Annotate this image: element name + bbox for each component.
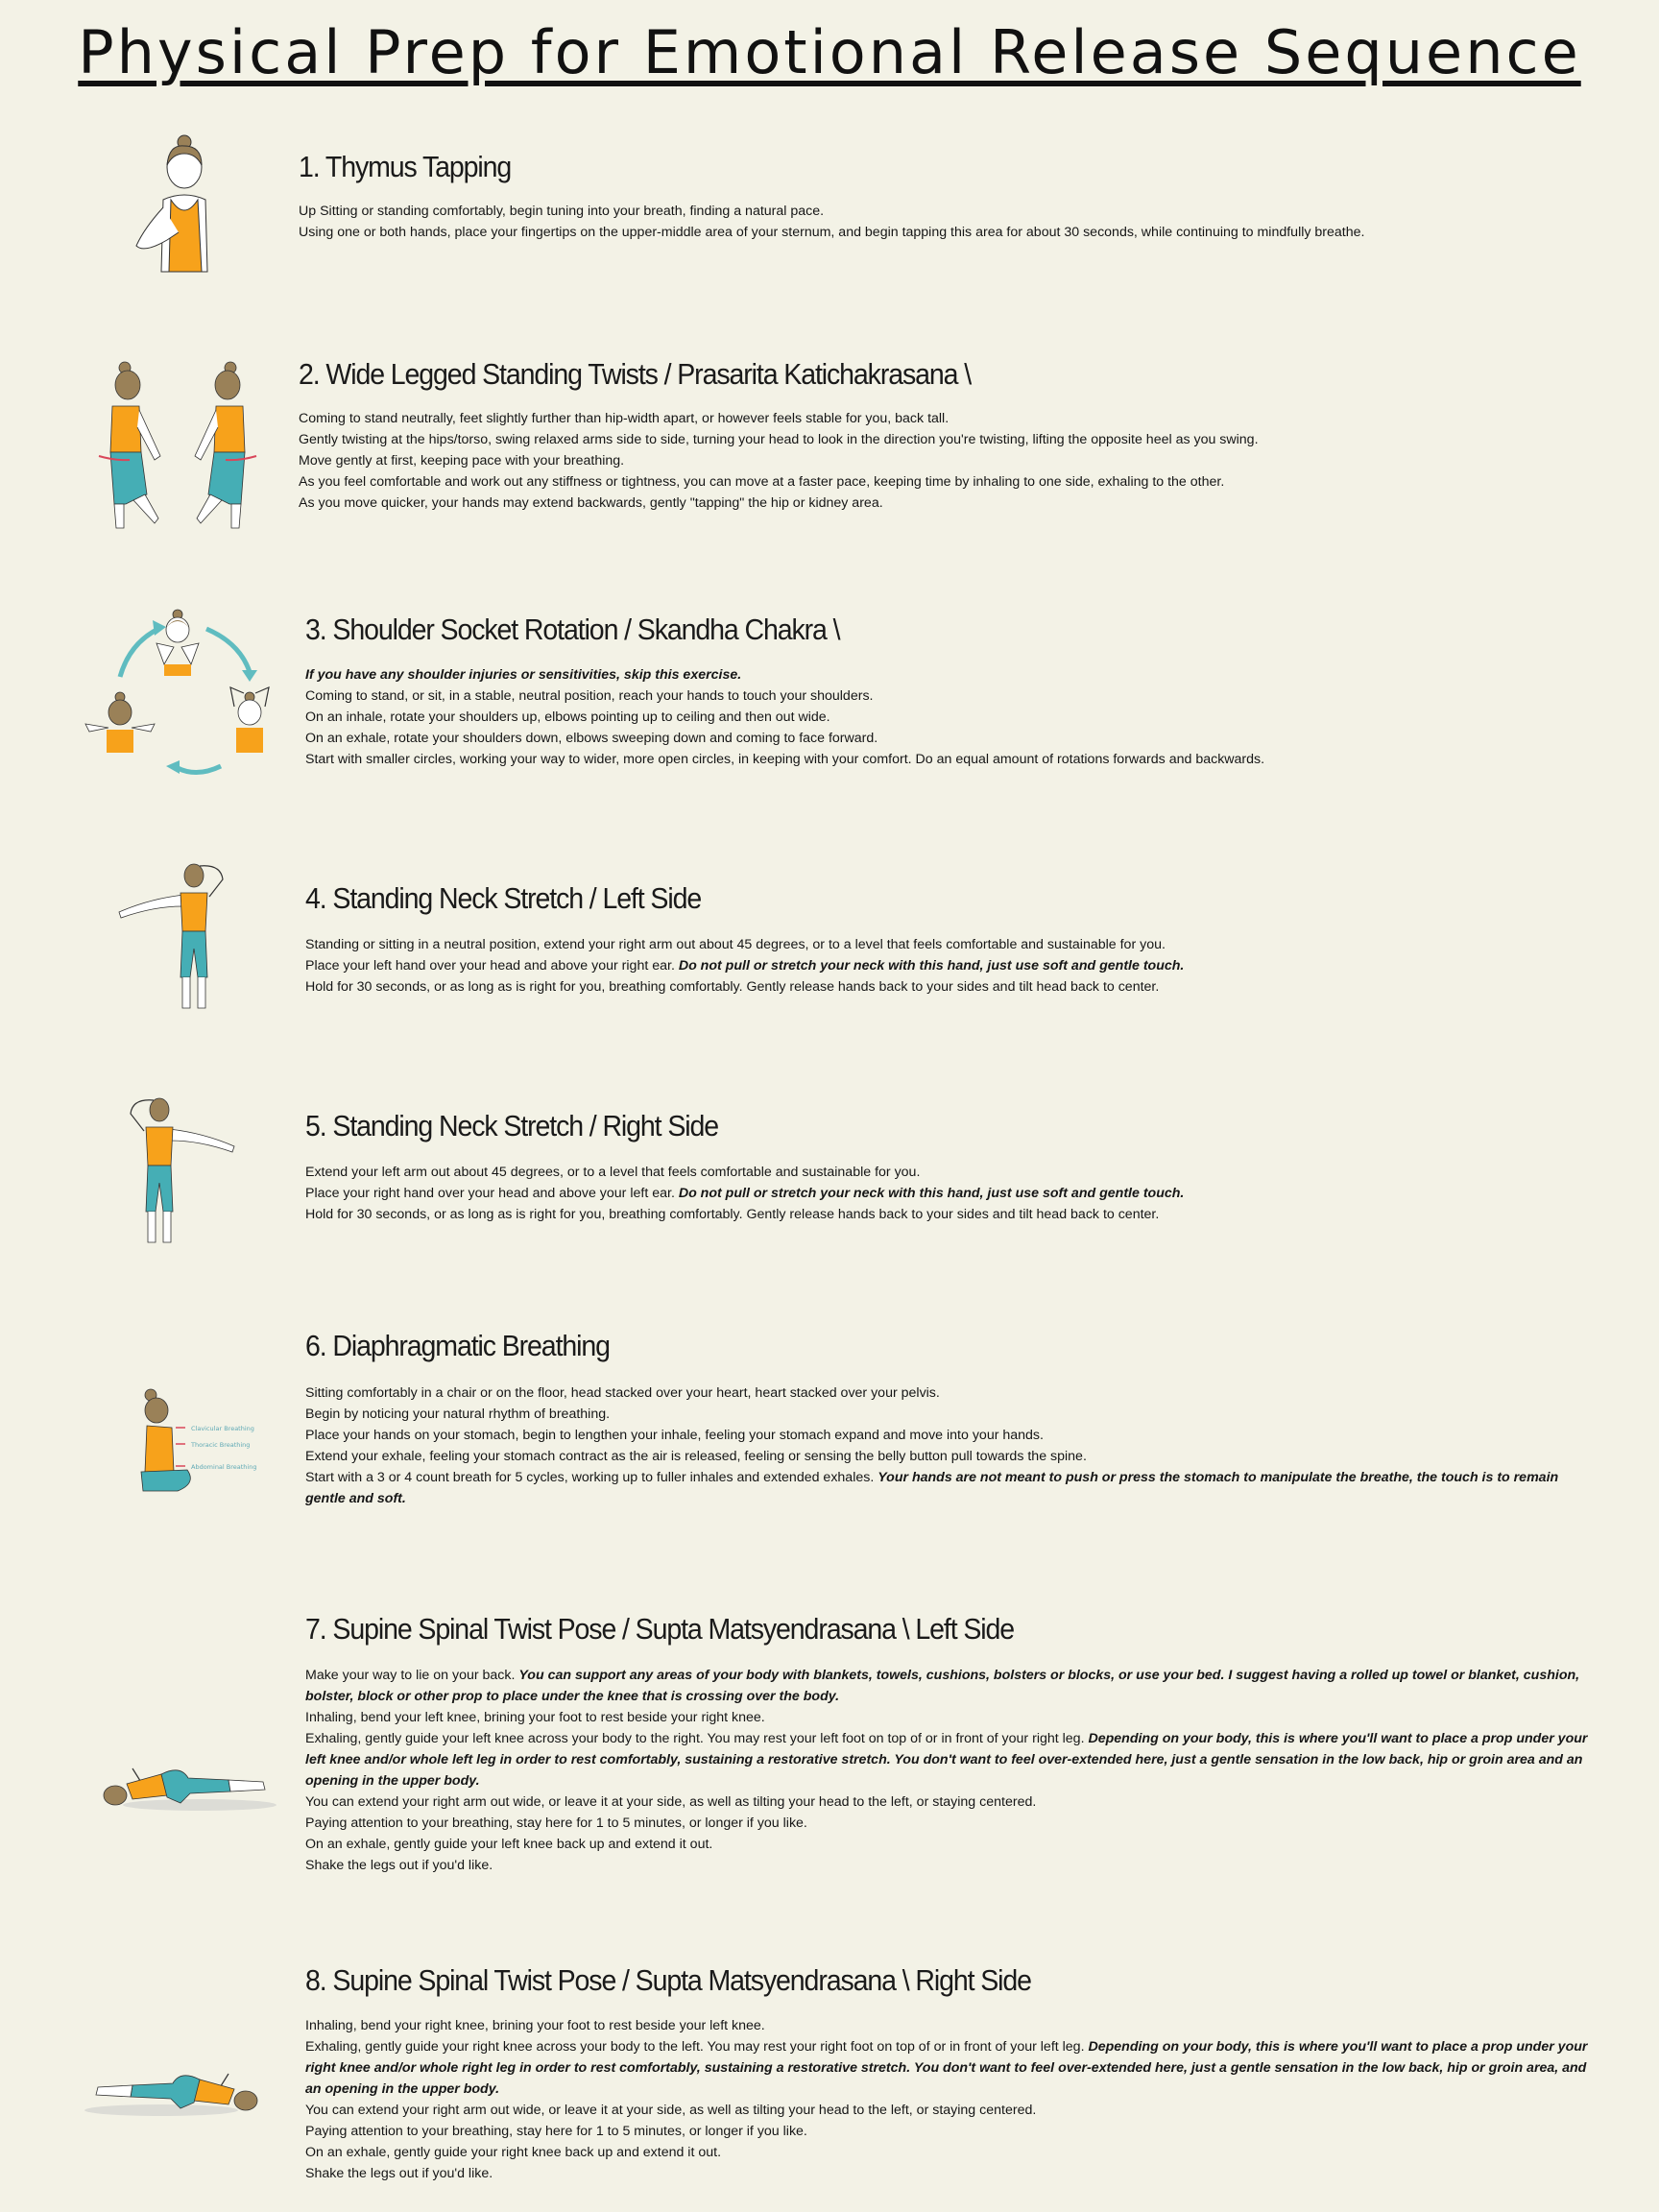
instruction-line: Using one or both hands, place your fingertips on the upper-middle area of your sternum, and begin tapping this area for about 30 seconds, while continuing to mindfully breathe. <box>299 225 1365 240</box>
neck-stretch-right-figure-icon <box>113 1096 238 1250</box>
breathing-label: Clavicular Breathing <box>191 1425 254 1432</box>
supine-twist-right-figure-icon <box>84 2064 267 2122</box>
shoulder-rotation-cycle-icon <box>82 605 274 778</box>
instruction-line: Hold for 30 seconds, or as long as is right for you, breathing comfortably. Gently release hands back to your sides and tilt head back to center. <box>305 1207 1160 1222</box>
instruction-line: As you move quicker, your hands may extend backwards, gently "tapping" the hip or kidney area. <box>299 495 883 511</box>
instruction-line: Start with smaller circles, working your way to wider, more open circles, in keeping with your comfort. Do an equal amount of rotations forwards and backwards. <box>305 752 1265 767</box>
instruction-line: Inhaling, bend your left knee, brining your foot to rest beside your right knee. <box>305 1710 765 1725</box>
section-heading: 6. Diaphragmatic Breathing <box>305 1329 610 1362</box>
supine-twist-left-figure-icon <box>94 1759 276 1816</box>
instruction-line: On an inhale, rotate your shoulders up, elbows pointing up to ceiling and then out wide. <box>305 709 830 725</box>
instruction-line: Place your hands on your stomach, begin to lengthen your inhale, feeling your stomach expand and move into your hands. <box>305 1428 1044 1443</box>
section-heading: 2. Wide Legged Standing Twists / Prasarita Katichakrasana \ <box>299 357 972 391</box>
instruction-line: Inhaling, bend your right knee, brining your foot to rest beside your left knee. <box>305 2018 765 2033</box>
instruction-line: Extend your left arm out about 45 degrees, or to a level that feels comfortable and sustainable for you. <box>305 1165 921 1180</box>
bold-caution: Do not pull or stretch your neck with this hand, just use soft and gentle touch. <box>678 1186 1185 1201</box>
instruction-line: On an exhale, gently guide your left knee back up and extend it out. <box>305 1837 713 1852</box>
instruction-line: On an exhale, rotate your shoulders down, elbows sweeping down and coming to face forward. <box>305 731 878 746</box>
instruction-line: On an exhale, gently guide your right knee back up and extend it out. <box>305 2145 722 2160</box>
section-body <box>299 408 1595 514</box>
section-body <box>305 1382 1601 1509</box>
instruction-text: Exhaling, gently guide your left knee across your body to the right. You may rest your left foot on top of or in front of your right leg. <box>305 1731 1089 1746</box>
warning-line <box>305 664 1601 685</box>
section-heading: 1. Thymus Tapping <box>299 150 512 183</box>
bold-caution: Do not pull or stretch your neck with this hand, just use soft and gentle touch. <box>678 958 1185 974</box>
section-body <box>305 934 1601 998</box>
section-body <box>305 1162 1601 1225</box>
section-body <box>305 2015 1601 2184</box>
instruction-line <box>305 1665 1601 1707</box>
instruction-line: You can extend your right arm out wide, or leave it at your side, as well as tilting your head to the left, or staying centered. <box>305 1794 1037 1810</box>
section-heading: 3. Shoulder Socket Rotation / Skandha Chakra \ <box>305 613 840 646</box>
instruction-line: Gently twisting at the hips/torso, swing relaxed arms side to side, turning your head to look in the direction you're twisting, lifting the opposite heel as you swing. <box>299 432 1259 447</box>
instruction-line: Begin by noticing your natural rhythm of breathing. <box>305 1407 611 1422</box>
page-title <box>0 17 1659 87</box>
instruction-text: Exhaling, gently guide your right knee across your body to the left. You may rest your right foot on top of or in front of your left leg. <box>305 2039 1089 2055</box>
seated-breathing-figure-icon <box>139 1387 264 1498</box>
instruction-line: Paying attention to your breathing, stay here for 1 to 5 minutes, or longer if you like. <box>305 1815 807 1831</box>
instruction-line <box>305 1728 1601 1791</box>
instruction-line: Shake the legs out if you'd like. <box>305 2166 493 2181</box>
instruction-text: Place your right hand over your head and above your left ear. <box>305 1186 679 1201</box>
instruction-line: Standing or sitting in a neutral position, extend your right arm out about 45 degrees, or to a level that feels comfortable and sustainable for you. <box>305 937 1166 952</box>
instruction-line: Shake the legs out if you'd like. <box>305 1858 493 1873</box>
breathing-label: Thoracic Breathing <box>191 1441 251 1449</box>
instruction-line: Extend your exhale, feeling your stomach contract as the air is released, feeling or sensing the belly button pull towards the spine. <box>305 1449 1087 1464</box>
neck-stretch-left-figure-icon <box>115 862 240 1016</box>
thymus-tapping-figure-icon <box>125 132 230 276</box>
instruction-line <box>305 1467 1601 1509</box>
instruction-line: Coming to stand, or sit, in a stable, neutral position, reach your hands to touch your shoulders. <box>305 688 874 704</box>
instruction-text: Start with a 3 or 4 count breath for 5 cycles, working up to fuller inhales and extended exhales. <box>305 1470 878 1485</box>
bold-caution: You can support any areas of your body with blankets, towels, cushions, bolsters or blocks, or use your bed. I suggest having a rolled up towel or blanket, cushion, bolster, block or other prop to place under the knee that is crossing over the body. <box>305 1668 1580 1704</box>
bold-caution: Your hands are not meant to push or press the stomach to manipulate the breathe, the touch is to remain gentle and soft. <box>305 1470 1559 1506</box>
section-body <box>299 201 1595 243</box>
page-title-text: Physical Prep for Emotional Release Sequence <box>78 17 1581 87</box>
breathing-label: Abdominal Breathing <box>191 1463 257 1471</box>
section-body <box>305 664 1601 770</box>
instruction-line: Up Sitting or standing comfortably, begin tuning into your breath, finding a natural pace. <box>299 204 825 219</box>
bold-caution: Depending on your body, this is where you'll want to place a prop under your right knee and/or whole right leg in order to rest comfortably, sustaining a restorative stretch. You don't want to feel over-extended here, just a gentle sensation in the low back, hip or groin area, and an opening in the upper body. <box>305 2039 1588 2097</box>
instruction-line: Move gently at first, keeping pace with your breathing. <box>299 453 625 469</box>
section-heading: 4. Standing Neck Stretch / Left Side <box>305 881 702 915</box>
instruction-line: Hold for 30 seconds, or as long as is right for you, breathing comfortably. Gently release hands back to your sides and tilt head back to center. <box>305 979 1160 995</box>
section-heading: 8. Supine Spinal Twist Pose / Supta Matsyendrasana \ Right Side <box>305 1963 1031 1997</box>
instruction-text: Place your left hand over your head and above your right ear. <box>305 958 679 974</box>
instruction-line: As you feel comfortable and work out any stiffness or tightness, you can move at a faster pace, keeping time by inhaling to one side, exhaling to the other. <box>299 474 1225 490</box>
instruction-line <box>305 2036 1601 2100</box>
standing-twist-figures-icon <box>91 360 264 533</box>
instruction-line: You can extend your right arm out wide, or leave it at your side, as well as tilting your head to the left, or staying centered. <box>305 2103 1037 2118</box>
section-body <box>305 1665 1601 1876</box>
section-heading: 7. Supine Spinal Twist Pose / Supta Matsyendrasana \ Left Side <box>305 1612 1014 1646</box>
section-heading: 5. Standing Neck Stretch / Right Side <box>305 1109 718 1142</box>
instruction-line: Sitting comfortably in a chair or on the floor, head stacked over your heart, heart stacked over your pelvis. <box>305 1385 940 1401</box>
instruction-line: Coming to stand neutrally, feet slightly further than hip-width apart, or however feels stable for you, back tall. <box>299 411 950 426</box>
bold-warning: If you have any shoulder injuries or sensitivities, skip this exercise. <box>305 667 742 683</box>
instruction-line <box>305 1183 1601 1204</box>
instruction-text: Make your way to lie on your back. <box>305 1668 519 1683</box>
instruction-line: Paying attention to your breathing, stay here for 1 to 5 minutes, or longer if you like. <box>305 2124 807 2139</box>
instruction-line <box>305 955 1601 976</box>
bold-caution: Depending on your body, this is where you'll want to place a prop under your left knee and/or whole left leg in order to rest comfortably, sustaining a restorative stretch. You don't want to feel over-extended here, just a gentle sensation in the low back, hip or groin area and an opening in the upper body. <box>305 1731 1588 1789</box>
